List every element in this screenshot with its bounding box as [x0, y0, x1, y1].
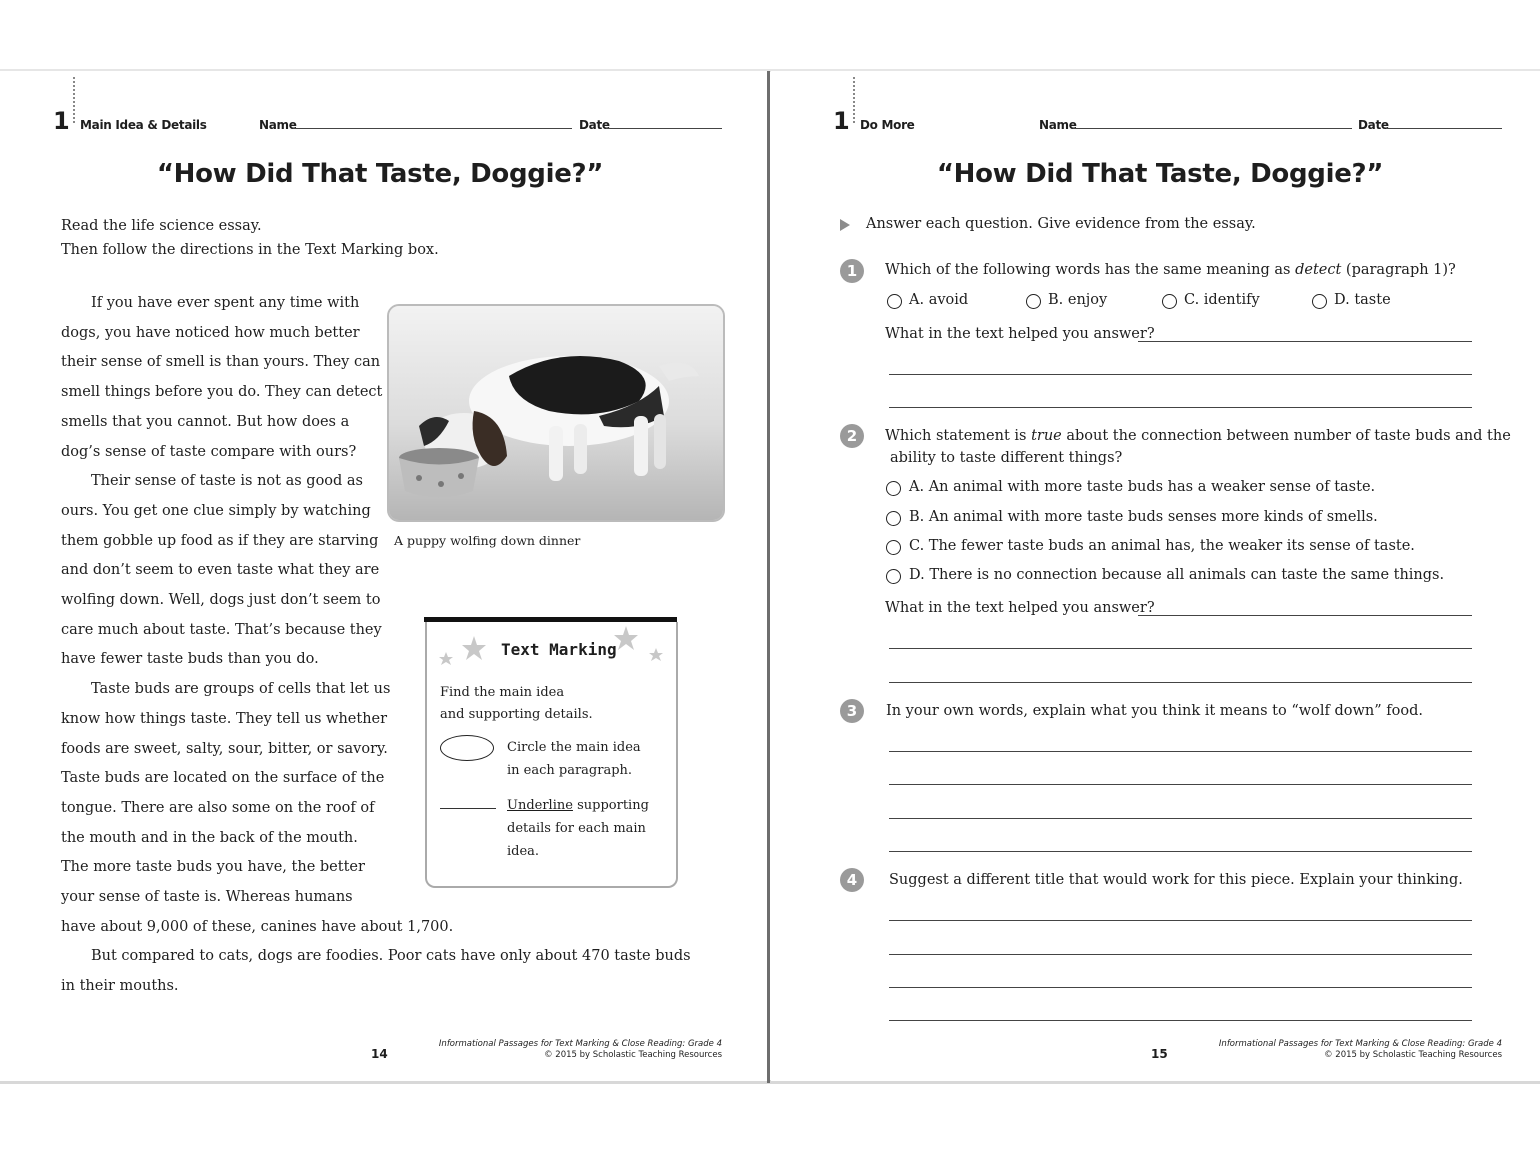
- q1-option-d-radio[interactable]: [1312, 294, 1327, 309]
- citation-line: Informational Passages for Text Marking & Close Reading: Grade 4: [438, 1039, 722, 1049]
- q1-text-italic: detect: [1295, 262, 1342, 278]
- circle-instruction-line: Circle the main idea: [507, 740, 641, 755]
- citation: [1200, 1039, 1502, 1061]
- citation: [420, 1039, 722, 1061]
- underline-symbol-icon: [440, 808, 496, 809]
- text-marking-heading: Text Marking: [501, 640, 617, 659]
- essay-line: ours. You get one clue simply by watching: [61, 502, 371, 519]
- essay-line: dogs, you have noticed how much better: [61, 324, 360, 341]
- question-2-text: [885, 428, 1511, 444]
- answer-line[interactable]: [889, 374, 1472, 375]
- essay-line: The more taste buds you have, the better: [61, 859, 365, 876]
- circle-symbol-icon: [440, 735, 494, 761]
- underline-word: Underline: [507, 798, 573, 813]
- q2-evidence-prompt: What in the text helped you answer?: [885, 600, 1155, 616]
- page-title: “How Did That Taste, Doggie?”: [936, 159, 1384, 189]
- q1-text-before: Which of the following words has the same meaning as: [885, 262, 1296, 278]
- answer-line[interactable]: [889, 1020, 1472, 1021]
- section-label: Main Idea & Details: [80, 118, 207, 132]
- q1-option-d-label: D. taste: [1334, 292, 1391, 308]
- essay-line: their sense of smell is than yours. They can: [61, 354, 381, 371]
- question-2-badge: 2: [840, 424, 864, 448]
- essay-line: your sense of taste is. Whereas humans: [61, 889, 353, 906]
- date-label: Date: [579, 118, 610, 132]
- question-2-text-line-2: ability to taste different things?: [890, 450, 1123, 466]
- underline-rest: supporting: [572, 798, 649, 813]
- q2-option-a-radio[interactable]: [886, 481, 901, 496]
- q1-option-b-radio[interactable]: [1026, 294, 1041, 309]
- answer-line[interactable]: [889, 784, 1472, 785]
- q2-option-b-label: B. An animal with more taste buds senses more kinds of smells.: [909, 509, 1378, 525]
- q1-option-c-radio[interactable]: [1162, 294, 1177, 309]
- essay-line: have fewer taste buds than you do.: [61, 651, 319, 668]
- essay-line: Taste buds are located on the surface of the: [61, 770, 385, 787]
- answer-line[interactable]: [889, 920, 1472, 921]
- date-field[interactable]: [1386, 128, 1502, 129]
- citation-line: © 2015 by Scholastic Teaching Resources: [544, 1050, 722, 1060]
- essay-line: care much about taste. That’s because they: [61, 621, 382, 638]
- essay-line: smell things before you do. They can detect: [61, 384, 383, 401]
- q1-option-a-radio[interactable]: [887, 294, 902, 309]
- answer-line[interactable]: [889, 987, 1472, 988]
- instruction-line: Find the main idea: [440, 685, 565, 700]
- instruction-line: and supporting details.: [440, 707, 593, 722]
- left-page: [0, 71, 767, 1081]
- q1-option-b-label: B. enjoy: [1048, 292, 1108, 308]
- essay-line: tongue. There are also some on the roof of: [61, 799, 375, 816]
- question-3-text: In your own words, explain what you think it means to “wolf down” food.: [886, 703, 1423, 719]
- text-marking-instructions: [440, 682, 593, 726]
- circle-instruction-line: in each paragraph.: [507, 763, 633, 778]
- essay-line: wolfing down. Well, dogs just don’t seem to: [61, 592, 381, 609]
- essay-line: and don’t seem to even taste what they are: [61, 562, 380, 579]
- answer-line[interactable]: [1138, 341, 1472, 342]
- q1-option-a-label: A. avoid: [909, 292, 969, 308]
- essay-line: dog’s sense of taste compare with ours?: [61, 443, 357, 460]
- text-marking-box: [425, 622, 678, 888]
- lesson-number: 1: [833, 107, 850, 135]
- q2-option-a-label: A. An animal with more taste buds has a weaker sense of taste.: [909, 479, 1376, 495]
- intro-line-1: Read the life science essay.: [61, 218, 262, 234]
- question-1-badge: 1: [840, 259, 864, 283]
- dog-photo: [387, 304, 725, 522]
- q2-option-b-radio[interactable]: [886, 511, 901, 526]
- q1-evidence-prompt: What in the text helped you answer?: [885, 326, 1155, 342]
- page-number: 15: [1151, 1047, 1168, 1061]
- right-page: [771, 71, 1540, 1081]
- dotted-divider: [73, 77, 75, 123]
- name-label: Name: [1039, 118, 1077, 132]
- answer-line[interactable]: [1138, 615, 1472, 616]
- intro-line-2: Then follow the directions in the Text Marking box.: [61, 242, 439, 258]
- q2-text-italic: true: [1031, 428, 1062, 444]
- essay-line: smells that you cannot. But how does a: [61, 413, 350, 430]
- q2-text-before: Which statement is: [885, 428, 1032, 444]
- answer-line[interactable]: [889, 682, 1472, 683]
- answer-line[interactable]: [889, 648, 1472, 649]
- q1-option-c-label: C. identify: [1184, 292, 1260, 308]
- essay-line: know how things taste. They tell us whether: [61, 710, 388, 727]
- question-4-text: Suggest a different title that would work for this piece. Explain your thinking.: [889, 872, 1463, 888]
- name-label: Name: [259, 118, 297, 132]
- puppy-eating-illustration: [389, 306, 723, 520]
- question-3-badge: 3: [840, 699, 864, 723]
- q2-option-d-label: D. There is no connection because all animals can taste the same things.: [909, 567, 1445, 583]
- answer-line[interactable]: [889, 751, 1472, 752]
- q2-option-c-radio[interactable]: [886, 540, 901, 555]
- answer-line[interactable]: [889, 818, 1472, 819]
- answer-line[interactable]: [889, 407, 1472, 408]
- essay-line: the mouth and in the back of the mouth.: [61, 829, 358, 846]
- name-field[interactable]: [293, 128, 572, 129]
- essay-line: foods are sweet, salty, sour, bitter, or savory.: [61, 740, 388, 757]
- date-field[interactable]: [606, 128, 722, 129]
- essay-line: Taste buds are groups of cells that let us: [91, 681, 391, 698]
- page-title: “How Did That Taste, Doggie?”: [156, 159, 604, 189]
- photo-caption: A puppy wolfing down dinner: [394, 533, 581, 548]
- directions-text: Answer each question. Give evidence from the essay.: [866, 216, 1256, 232]
- answer-line[interactable]: [889, 954, 1472, 955]
- name-field[interactable]: [1073, 128, 1352, 129]
- question-1-text: [885, 262, 1456, 278]
- lesson-number: 1: [53, 107, 70, 135]
- q1-text-after: (paragraph 1)?: [1341, 262, 1456, 278]
- book-spine: [767, 71, 770, 1083]
- question-4-badge: 4: [840, 868, 864, 892]
- circle-instruction: [507, 736, 641, 782]
- essay-line: them gobble up food as if they are starving: [61, 532, 379, 549]
- citation-line: Informational Passages for Text Marking & Close Reading: Grade 4: [1218, 1039, 1502, 1049]
- underline-instruction-line: idea.: [507, 844, 540, 859]
- underline-instruction-line: details for each main: [507, 821, 646, 836]
- triangle-bullet-icon: [840, 219, 852, 231]
- citation-line: © 2015 by Scholastic Teaching Resources: [1324, 1050, 1502, 1060]
- essay-line: If you have ever spent any time with: [91, 295, 360, 311]
- essay-line: in their mouths.: [61, 978, 179, 995]
- essay-line: Their sense of taste is not as good as: [91, 473, 364, 490]
- answer-line[interactable]: [889, 851, 1472, 852]
- date-label: Date: [1358, 118, 1389, 132]
- q2-option-d-radio[interactable]: [886, 569, 901, 584]
- underline-instruction: [507, 794, 649, 863]
- dotted-divider: [853, 77, 855, 123]
- essay-line: But compared to cats, dogs are foodies. Poor cats have only about 470 taste buds: [91, 948, 691, 965]
- q2-text-after: about the connection between number of taste buds and the: [1061, 428, 1511, 444]
- page-number: 14: [371, 1047, 388, 1061]
- q2-option-c-label: C. The fewer taste buds an animal has, the weaker its sense of taste.: [909, 538, 1415, 554]
- essay-line: have about 9,000 of these, canines have about 1,700.: [61, 918, 454, 935]
- section-label: Do More: [860, 118, 915, 132]
